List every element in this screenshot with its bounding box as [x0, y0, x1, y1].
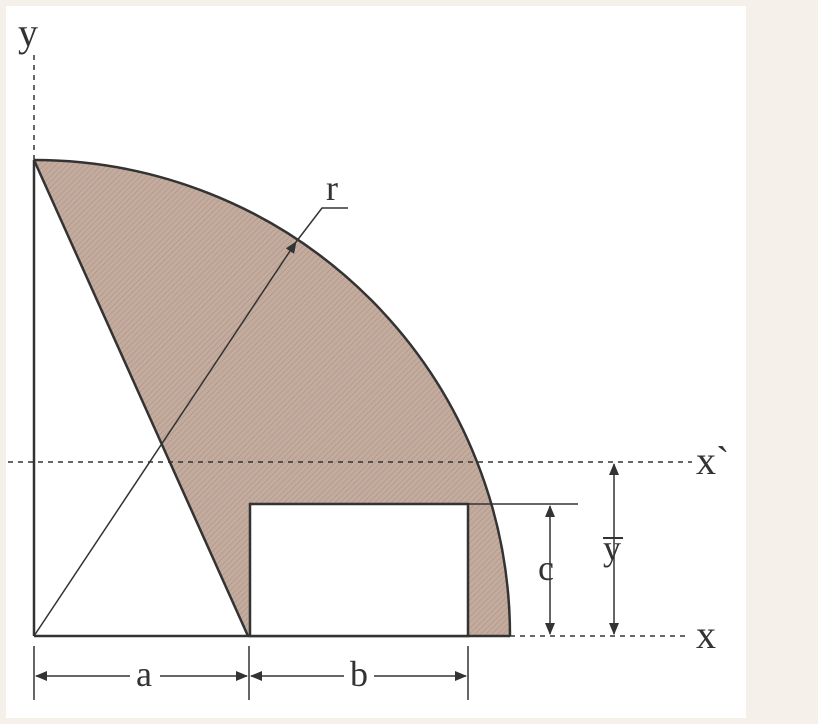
dim-c-label: c [538, 548, 554, 588]
dim-ybar-label: y [603, 528, 621, 568]
x-prime-axis-label: x` [696, 438, 730, 483]
radius-label: r [326, 168, 338, 208]
x-axis-label: x [696, 612, 716, 657]
y-axis-label: y [18, 10, 38, 55]
radius-leader [296, 208, 348, 242]
rectangle-cutout [250, 504, 468, 636]
dim-b-label: b [350, 654, 368, 694]
dim-a-label: a [136, 654, 152, 694]
